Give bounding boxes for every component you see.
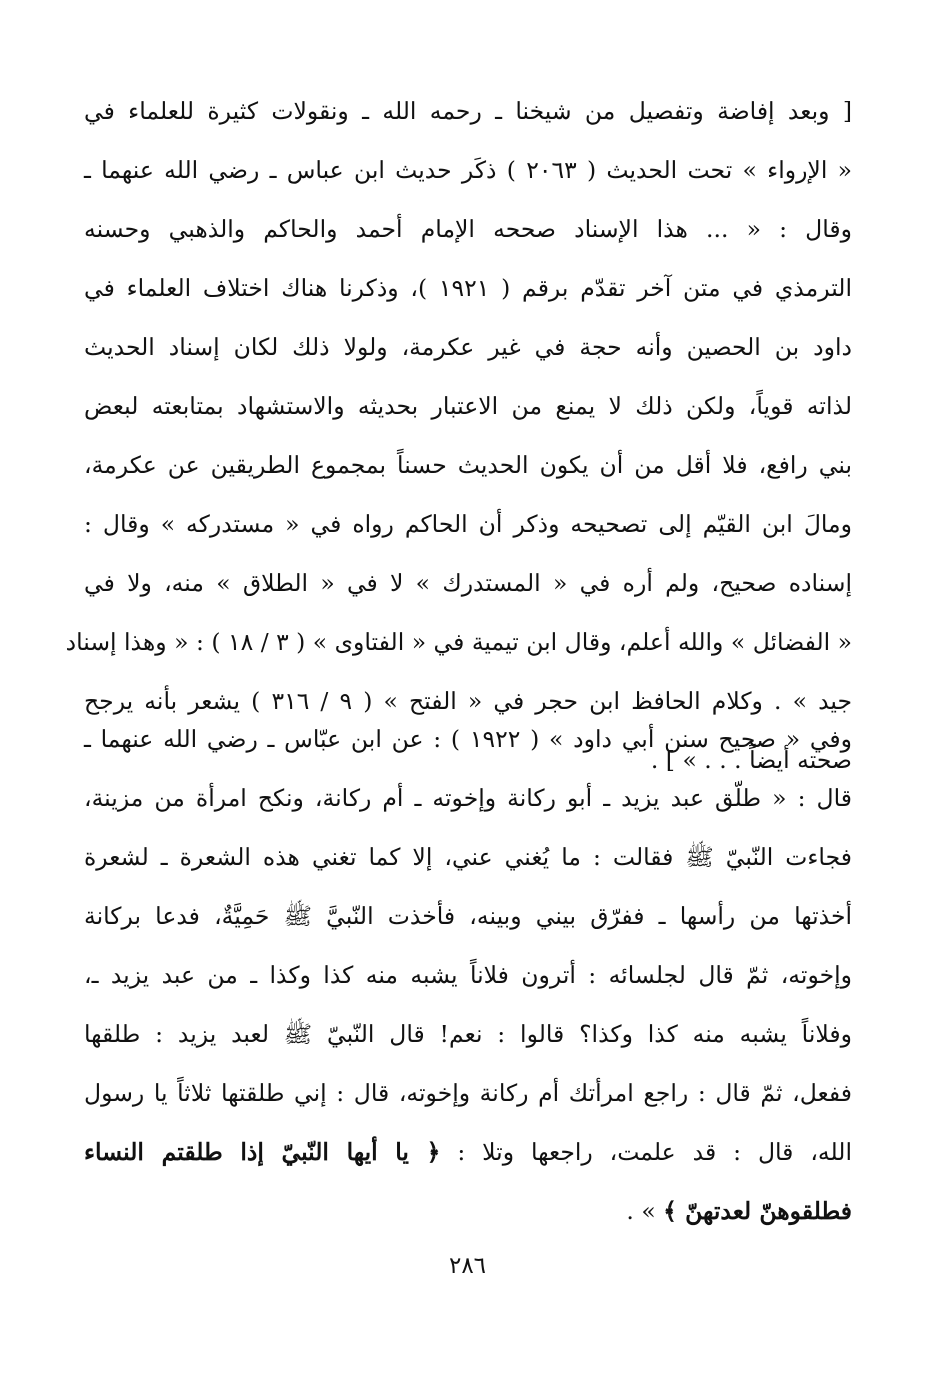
text-line: ومالَ ابن القيّم إلى تصحيحه وذكر أن الحاكم رواه في « مستدركه » وقال : bbox=[84, 510, 852, 538]
text-line: [ وبعد إفاضة وتفصيل من شيخنا ـ رحمه الله ـ ونقولات كثيرة للعلماء في bbox=[84, 97, 852, 125]
text-line: ففعل، ثمّ قال : راجع امرأتك أم ركانة وإخوته، قال : إني طلقتها ثلاثاً يا رسول bbox=[84, 1079, 852, 1107]
text-line: إسناده صحيح، ولم أره في « المستدرك » لا في « الطلاق » منه، ولا في bbox=[84, 569, 852, 597]
text-line: « الفضائل » والله أعلم، وقال ابن تيمية في « الفتاوى » ( ٣ / ١٨ ) : « وهذا إسناد bbox=[65, 628, 852, 656]
text-line: صحته أيضاً . . . » ] . bbox=[650, 746, 852, 774]
text-line-with-verse bbox=[84, 1123, 852, 1182]
paragraph-quote-bracketed bbox=[65, 82, 853, 790]
text-line: فجاءت النّبيّ ﷺ فقالت : ما يُغني عني، إلا كما تغني هذه الشعرة ـ لشعرة bbox=[84, 843, 852, 871]
paragraph-hadith bbox=[84, 710, 852, 1241]
text-line: الترمذي في متن آخر تقدّم برقم ( ١٩٢١ )، وذكرنا هناك اختلاف العلماء في bbox=[84, 274, 852, 302]
text-line: قال : « طلّق عبد يزيد ـ أبو ركانة وإخوته ـ أم ركانة، ونكح امرأة من مزينة، bbox=[84, 784, 852, 812]
page-number: ٢٨٦ bbox=[448, 1253, 487, 1279]
text-line: « الإرواء » تحت الحديث ( ٢٠٦٣ ) ذكَر حديث ابن عباس ـ رضي الله عنهما ـ bbox=[84, 156, 852, 184]
text-line: جيد » . وكلام الحافظ ابن حجر في « الفتح » ( ٩ / ٣١٦ ) يشعر بأنه يرجح bbox=[84, 687, 853, 715]
text-line: داود بن الحصين وأنه حجة في غير عكرمة، ولولا ذلك لكان إسناد الحديث bbox=[84, 333, 852, 361]
text-line: وإخوته، ثمّ قال لجلسائه : أترون فلاناً يشبه منه كذا وكذا ـ من عبد يزيد ـ، bbox=[84, 961, 852, 989]
text-line: وفي « صحيح سنن أبي داود » ( ١٩٢٢ ) : عن ابن عبّاس ـ رضي الله عنهما ـ bbox=[84, 725, 852, 753]
quran-verse-start: ﴿ يا أيها النّبيّ إذا طلقتم النساء bbox=[84, 1138, 441, 1166]
line-tail: » . bbox=[626, 1197, 664, 1225]
text-line: لذاته قوياً، ولكن ذلك لا يمنع من الاعتبار بحديثه والاستشهاد بمتابعته لبعض bbox=[84, 392, 852, 420]
line-text: الله، قال : قد علمت، راجعها وتلا : bbox=[457, 1138, 852, 1166]
quran-verse-end: فطلقوهنّ لعدتهنّ ﴾ bbox=[663, 1197, 852, 1225]
text-line: وفلاناً يشبه منه كذا وكذا؟ قالوا : نعم! قال النّبيّ ﷺ لعبد يزيد : طلقها bbox=[84, 1020, 852, 1048]
text-line-verse-end bbox=[84, 1182, 852, 1241]
text-line: أخذتها من رأسها ـ ففرّق بيني وبينه، فأخذت النّبيَّ ﷺ حَمِيَّةٌ، فدعا بركانة bbox=[84, 902, 852, 930]
text-line: وقال : « ... هذا الإسناد صححه الإمام أحمد والحاكم والذهبي وحسنه bbox=[84, 215, 852, 243]
text-line: بني رافع، فلا أقل من أن يكون الحديث حسناً بمجموع الطريقين عن عكرمة، bbox=[84, 451, 852, 479]
